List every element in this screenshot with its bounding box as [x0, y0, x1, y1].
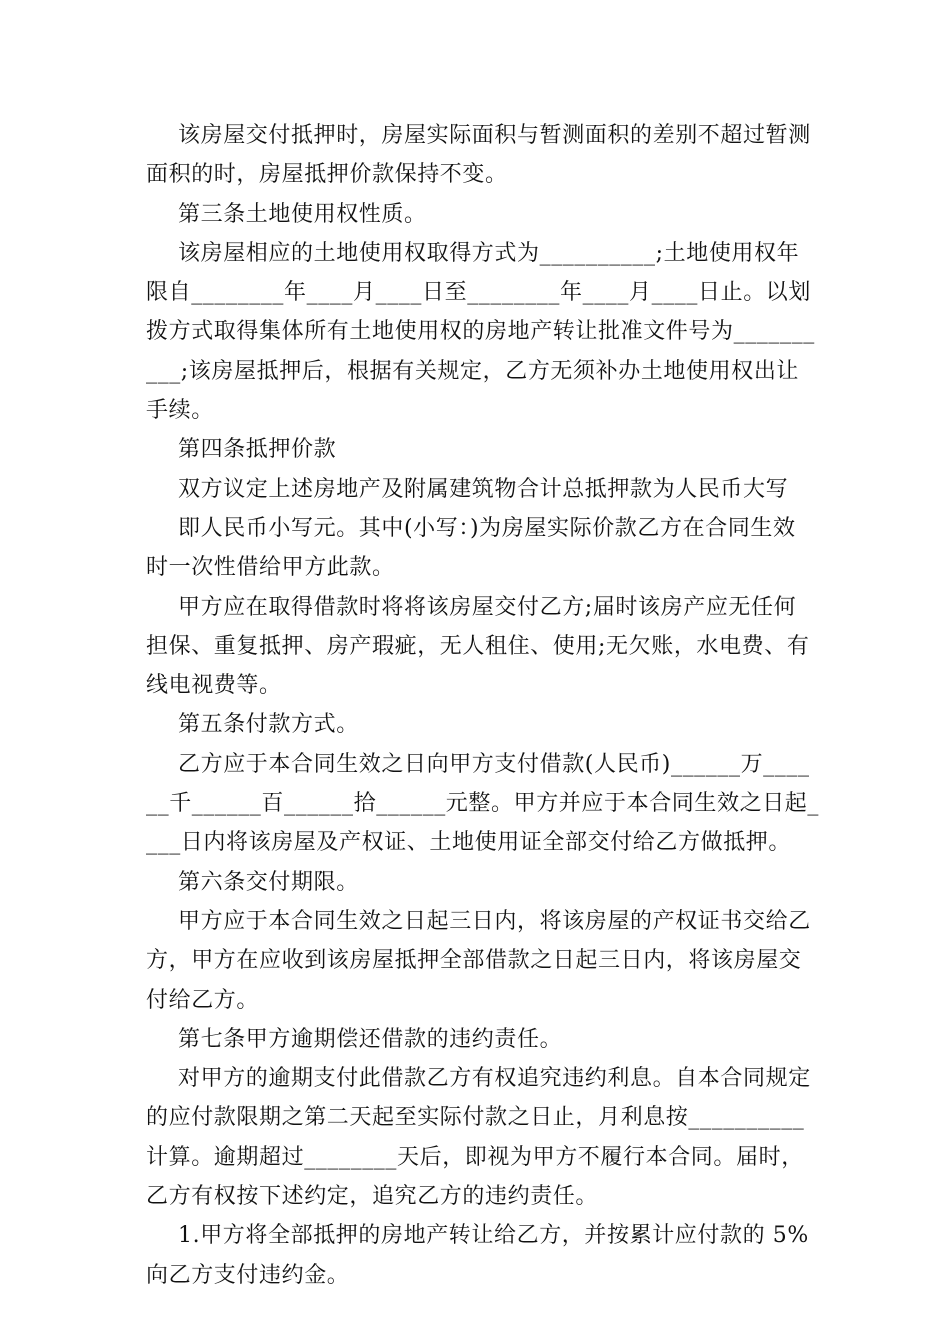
text-line: 手续。: [146, 398, 214, 424]
text-line: 方，甲方在应收到该房屋抵押全部借款之日起三日内，将该房屋交: [146, 948, 802, 974]
text-line: 拨方式取得集体所有土地使用权的房地产转让批准文件号为_______: [146, 319, 815, 345]
text-line: 对甲方的逾期支付此借款乙方有权追究违约利息。自本合同规定: [178, 1066, 811, 1092]
text-line: 第六条交付期限。: [178, 869, 359, 895]
text-line: 付给乙方。: [146, 987, 260, 1013]
text-line: 线电视费等。: [146, 673, 282, 699]
text-line: ___日内将该房屋及产权证、土地使用证全部交付给乙方做抵押。: [146, 830, 792, 856]
text-line: 第三条土地使用权性质。: [178, 201, 427, 227]
text-line: 乙方应于本合同生效之日向甲方支付借款(人民币)______万____: [178, 751, 810, 777]
text-line: 即人民币小写元。其中(小写：)为房屋实际价款乙方在合同生效: [178, 515, 796, 541]
text-line: 该房屋交付抵押时，房屋实际面积与暂测面积的差别不超过暂测: [178, 123, 811, 148]
text-line: 时一次性借给甲方此款。: [146, 555, 395, 581]
text-line: 甲方应于本合同生效之日起三日内，将该房屋的产权证书交给乙: [178, 908, 811, 934]
text-line: 第四条抵押价款: [178, 437, 337, 463]
text-line: 1.甲方将全部抵押的房地产转让给乙方，并按累计应付款的 5%: [178, 1223, 809, 1249]
text-line: 该房屋相应的土地使用权取得方式为__________;土地使用权年: [178, 240, 800, 266]
text-line: 向乙方支付违约金。: [146, 1262, 350, 1288]
contract-page: [146, 116, 820, 1295]
text-line: 双方议定上述房地产及附属建筑物合计总抵押款为人民币大写: [178, 476, 789, 502]
text-line: __千______百______拾______元整。甲方并应于本合同生效之日起_: [146, 791, 820, 817]
text-line: ___;该房屋抵押后，根据有关规定，乙方无须补办土地使用权出让: [146, 358, 800, 384]
text-line: 面积的时，房屋抵押价款保持不变。: [146, 162, 508, 188]
text-line: 计算。逾期超过________天后，即视为甲方不履行本合同。届时，: [146, 1144, 804, 1170]
text-line: 第五条付款方式。: [178, 712, 359, 738]
text-line: 担保、重复抵押、房产瑕疵，无人租住、使用;无欠账，水电费、有: [146, 633, 810, 659]
text-line: 乙方有权按下述约定，追究乙方的违约责任。: [146, 1184, 599, 1210]
text-line: 的应付款限期之第二天起至实际付款之日止，月利息按__________: [146, 1105, 805, 1131]
text-line: 第七条甲方逾期偿还借款的违约责任。: [178, 1026, 563, 1052]
text-line: 限自________年____月____日至________年____月____日止。以划: [146, 280, 812, 306]
text-line: 甲方应在取得借款时将将该房屋交付乙方;届时该房产应无任何: [178, 594, 797, 620]
